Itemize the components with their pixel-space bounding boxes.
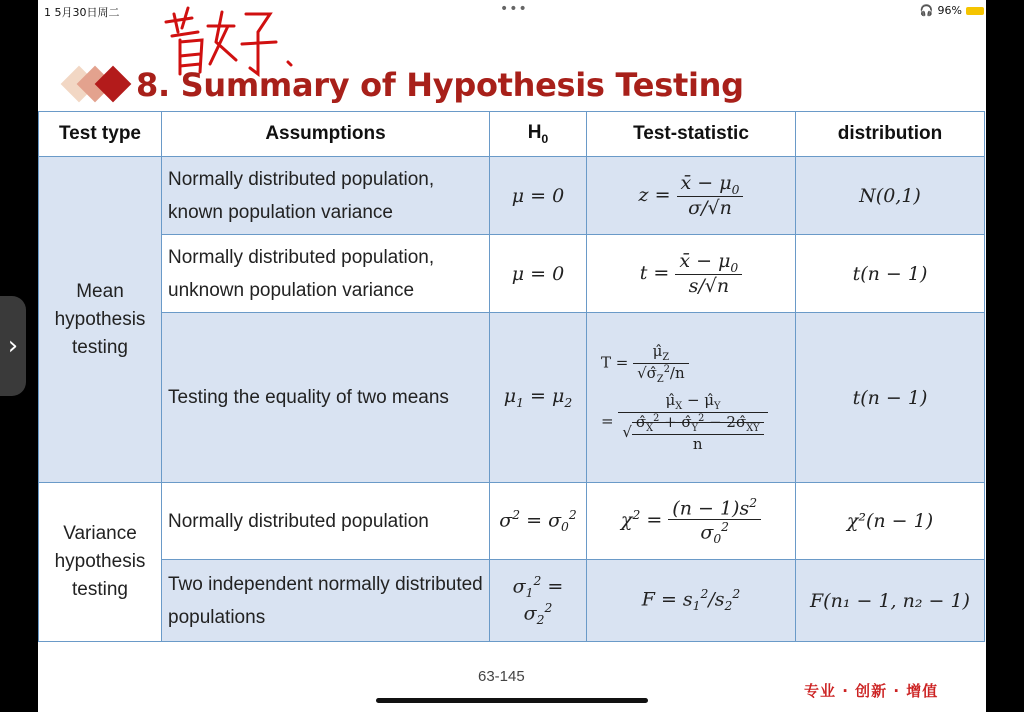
battery-percent: 96% <box>937 4 962 17</box>
statistic-cell: T = $\frac{\mû_Z}{√\sigmâ_Z^2/n}$ = $\mû_X$ − $\mû_Y$ √ $\frac{\sigmâ_X^2 + \sigmâ_Y^2 - 2\sigmâ_{XY}}{n}$ <box>587 313 796 483</box>
assumption-cell: Testing the equality of two means <box>162 313 490 483</box>
assumption-cell: Normally distributed population <box>162 483 490 560</box>
assumption-cell: Two independent normally distributed populations <box>162 560 490 642</box>
statistic-cell: $\chi^2$ = $\frac{(n - 1)s^2}{\sigma_0^2}$ <box>587 483 796 560</box>
footer-brand-logo: 专业 · 创新 · 增值 <box>804 682 939 700</box>
statistic-cell: z = $\frac{x̄ - \mu_0}{\sigma/√n}$ <box>587 157 796 235</box>
statistic-cell: $F = s_1^2/s_2^2$ <box>587 560 796 642</box>
distribution-cell: t(n − 1) <box>796 313 985 483</box>
table-row <box>39 157 985 235</box>
slide-screen <box>38 0 986 712</box>
header-test-type: Test type <box>39 112 162 157</box>
status-time: 1 5月30日周二 <box>44 6 120 19</box>
hypothesis-summary-table <box>38 111 985 642</box>
header-test-statistic: Test-statistic <box>587 112 796 157</box>
slide-title: 8. Summary of Hypothesis Testing <box>136 66 744 104</box>
chevron-right-icon: › <box>7 331 19 361</box>
distribution-cell: t(n − 1) <box>796 235 985 313</box>
h0-cell: $\sigma^2 = \sigma_0^2$ <box>490 483 587 560</box>
table-row <box>39 235 985 313</box>
distribution-cell: N(0,1) <box>796 157 985 235</box>
status-right <box>920 4 984 17</box>
category-mean: Mean hypothesis testing <box>39 157 162 483</box>
table-header-row <box>39 112 985 157</box>
table-row <box>39 313 985 483</box>
diamond-bullet-icon <box>62 62 134 108</box>
table-row <box>39 483 985 560</box>
home-indicator[interactable] <box>376 698 648 703</box>
h0-cell: μ = 0 <box>490 235 587 313</box>
title-row <box>62 60 744 110</box>
side-panel-tab[interactable] <box>0 296 26 396</box>
table-row <box>39 560 985 642</box>
distribution-cell: F(n₁ − 1, n₂ − 1) <box>796 560 985 642</box>
header-h0: $H_0$ <box>490 112 587 157</box>
battery-icon <box>966 7 984 15</box>
statistic-cell: t = $\frac{x̄ - \mu_0}{s/√n}$ <box>587 235 796 313</box>
h0-cell: $\sigma_1^2 = \sigma_2^2$ <box>490 560 587 642</box>
category-variance: Variance hypothesis testing <box>39 483 162 642</box>
header-distribution: distribution <box>796 112 985 157</box>
h0-cell: μ = 0 <box>490 157 587 235</box>
headphones-icon: 🎧 <box>919 4 934 17</box>
h0-cell: $\mu_1 = \mu_2$ <box>490 313 587 483</box>
header-assumptions: Assumptions <box>162 112 490 157</box>
page-number: 63-145 <box>478 668 525 685</box>
assumption-cell: Normally distributed population, unknown population variance <box>162 235 490 313</box>
distribution-cell: χ²(n − 1) <box>796 483 985 560</box>
assumption-cell: Normally distributed population, known population variance <box>162 157 490 235</box>
more-dots-icon[interactable]: ••• <box>500 1 528 17</box>
